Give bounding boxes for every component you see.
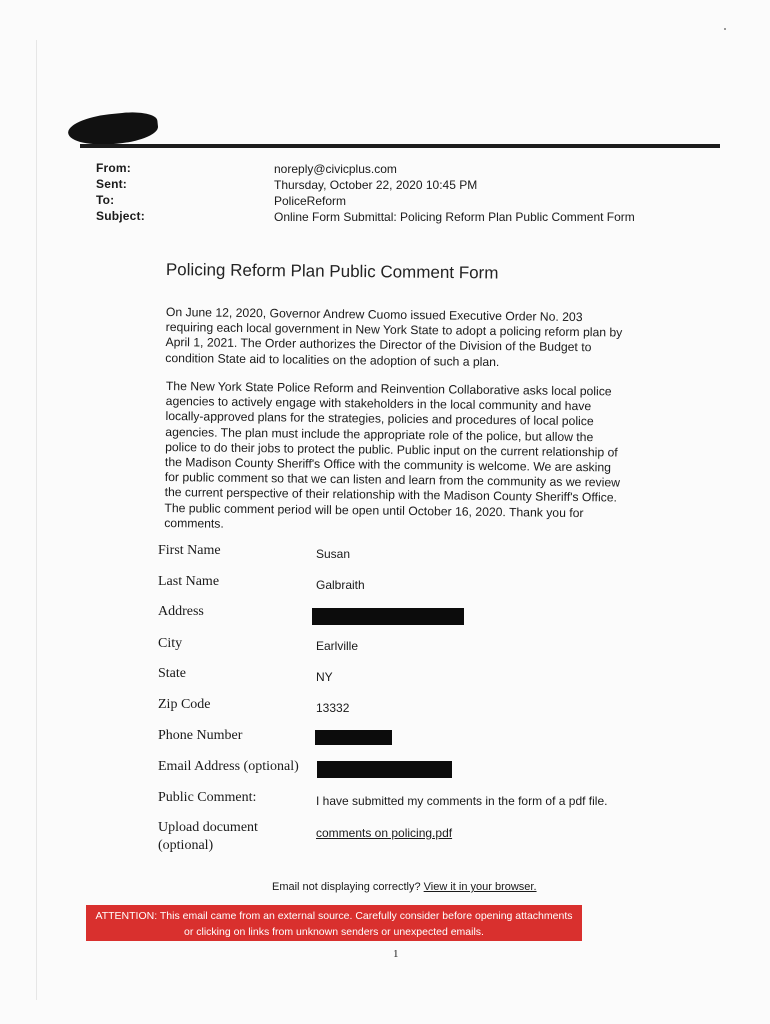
phone-redaction: [315, 730, 392, 745]
sent-label: Sent:: [96, 177, 127, 191]
warning-line-2: or clicking on links from unknown senders or unexpected emails.: [184, 926, 484, 938]
view-in-browser-link[interactable]: View it in your browser.: [423, 881, 537, 893]
to-value: PoliceReform: [274, 194, 347, 208]
upload-label-line1: Upload document: [158, 820, 258, 835]
header-divider: [80, 144, 720, 148]
comment-value: I have submitted my comments in the form of a pdf file.: [316, 794, 608, 808]
upload-label-line2: (optional): [158, 838, 214, 853]
first-name-label: First Name: [158, 543, 221, 558]
zip-value: 13332: [316, 701, 350, 715]
state-label: State: [158, 666, 186, 681]
form-title: Policing Reform Plan Public Comment Form: [165, 260, 499, 283]
city-value: Earlville: [316, 639, 359, 653]
phone-label: Phone Number: [158, 728, 243, 743]
comment-label: Public Comment:: [158, 790, 257, 805]
to-label: To:: [96, 193, 115, 207]
subject-value: Online Form Submittal: Policing Reform Plan Public Comment Form: [274, 210, 635, 224]
sent-value: Thursday, October 22, 2020 10:45 PM: [274, 178, 478, 192]
email-label: Email Address (optional): [158, 759, 299, 774]
state-value: NY: [316, 670, 333, 684]
upload-file-link[interactable]: comments on policing.pdf: [316, 826, 453, 840]
display-note: [272, 881, 537, 893]
warning-line-1: ATTENTION: This email came from an external source. Carefully consider before opening attachments: [95, 910, 573, 922]
intro-paragraph-1: On June 12, 2020, Governor Andrew Cuomo issued Executive Order No. 203 requiring each local government in New York State to adopt a policing reform plan by April 1, 2021. The Order authorizes the Director of the Division of the Budget to condition State aid to localities on the adoption of such a plan.: [165, 305, 623, 369]
city-label: City: [158, 636, 183, 651]
scan-speck: [724, 28, 726, 30]
address-redaction: [312, 608, 464, 625]
external-email-warning-banner: [86, 905, 582, 941]
zip-label: Zip Code: [158, 697, 211, 712]
from-label: From:: [96, 161, 131, 175]
last-name-value: Galbraith: [316, 578, 365, 592]
from-value: noreply@civicplus.com: [274, 162, 397, 176]
display-note-text: Email not displaying correctly?: [272, 881, 421, 893]
scan-margin-line: [36, 40, 37, 1000]
email-redaction: [317, 761, 452, 778]
last-name-label: Last Name: [158, 574, 220, 589]
first-name-value: Susan: [316, 547, 351, 561]
page-number: 1: [393, 948, 399, 960]
address-label: Address: [158, 604, 204, 619]
subject-label: Subject:: [96, 209, 145, 223]
intro-paragraph-2: The New York State Police Reform and Reinvention Collaborative asks local police agencies to actively engage with stakeholders in the local community and have locally-approved plans for the strategies, policies and procedures of local police agencies. The plan must include the appropriate role of the police, but allow the police to do their jobs to protect the public. Public input on the current relationship of the Madison County Sheriff's Office with the community is welcome. We are asking for public comment so that we can listen and learn from the community as we review the current perspective of their relationship with the Madison County Sheriff's Office. The public comment period will be open until October 16, 2020. Thank you for comments.: [164, 379, 621, 531]
redacted-sender-mark: [67, 109, 160, 148]
